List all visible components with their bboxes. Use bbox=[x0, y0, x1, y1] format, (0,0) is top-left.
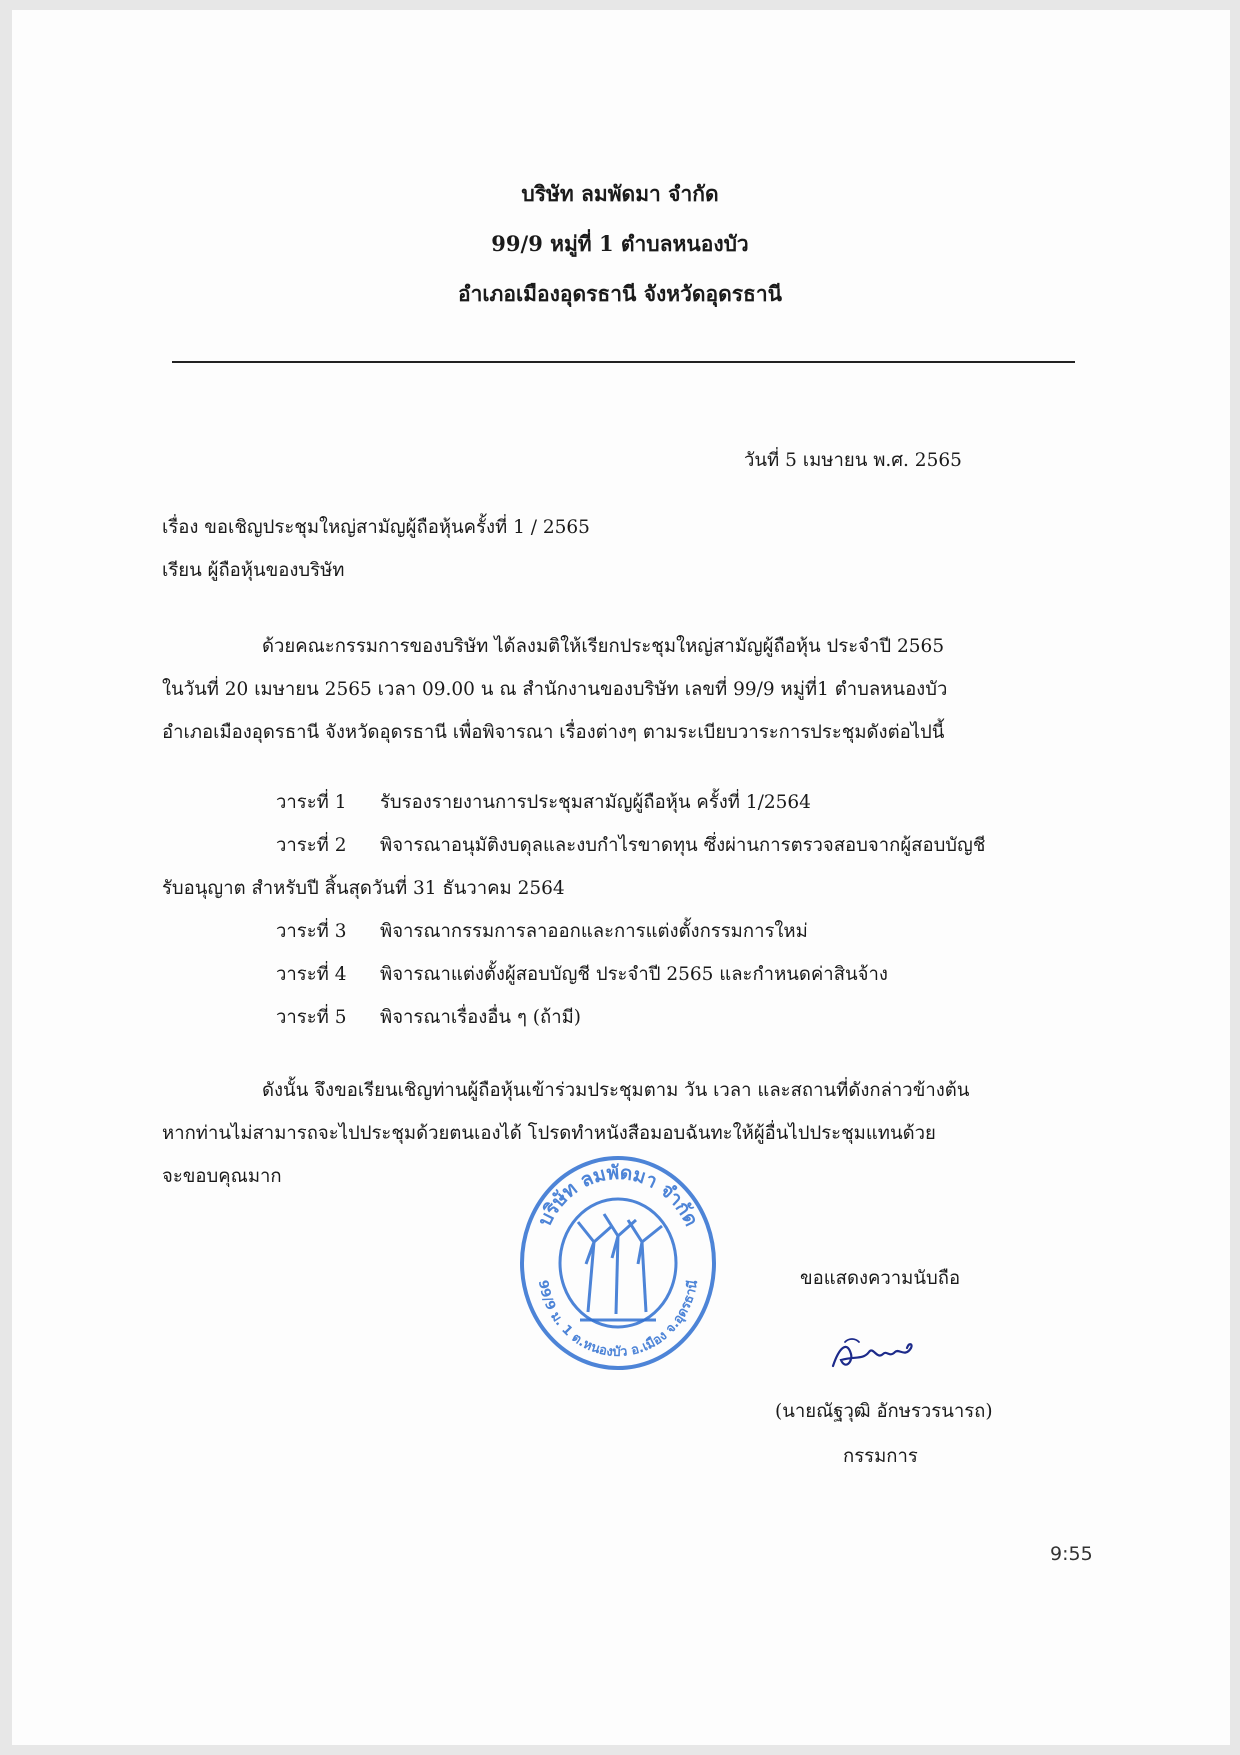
agenda-label-1: วาระที่ 1 bbox=[276, 792, 347, 813]
wind-turbine-icon bbox=[578, 1214, 662, 1320]
letter-date: วันที่ 5 เมษายน พ.ศ. 2565 bbox=[744, 450, 962, 471]
agenda-label-5: วาระที่ 5 bbox=[276, 1007, 347, 1028]
stamp-top-arc-text: บริษัท ลมพัดมา จำกัด bbox=[533, 1161, 703, 1230]
agenda-text-4: พิจารณาแต่งตั้งผู้สอบบัญชี ประจำปี 2565 และกำหนดค่าสินจ้าง bbox=[380, 964, 888, 985]
header-divider bbox=[172, 361, 1075, 363]
intro-line-3: อำเภอเมืองอุดรธานี จังหวัดอุดรธานี เพื่อพิจารณา เรื่องต่างๆ ตามระเบียบวาระการประชุมดังต่อไปนี้ bbox=[162, 722, 945, 743]
signatory-name: (นายณัฐวุฒิ อักษรวรนารถ) bbox=[775, 1401, 993, 1422]
agenda-text-2: พิจารณาอนุมัติงบดุลและงบกำไรขาดทุน ซึ่งผ่านการตรวจสอบจากผู้สอบบัญชี bbox=[380, 835, 986, 856]
closing-line-2: หากท่านไม่สามารถจะไปประชุมด้วยตนเองได้ โปรดทำหนังสือมอบฉันทะให้ผู้อื่นไปประชุมแทนด้วย bbox=[162, 1123, 936, 1144]
agenda-text-3: พิจารณากรรมการลาออกและการแต่งตั้งกรรมการใหม่ bbox=[380, 921, 808, 942]
agenda-label-3: วาระที่ 3 bbox=[276, 921, 347, 942]
page-marker: 9:55 bbox=[1050, 1543, 1093, 1565]
agenda-label-4: วาระที่ 4 bbox=[276, 964, 347, 985]
agenda-label-2: วาระที่ 2 bbox=[276, 835, 347, 856]
company-name: บริษัท ลมพัดมา จำกัด bbox=[521, 181, 719, 206]
signatory-position: กรรมการ bbox=[843, 1446, 918, 1467]
letter-recipient: เรียน ผู้ถือหุ้นของบริษัท bbox=[162, 560, 345, 581]
company-address-line-1: 99/9 หมู่ที่ 1 ตำบลหนองบัว bbox=[491, 231, 749, 256]
closing-line-1: ดังนั้น จึงขอเรียนเชิญท่านผู้ถือหุ้นเข้าร่วมประชุมตาม วัน เวลา และสถานที่ดังกล่าวข้างต้น bbox=[262, 1080, 970, 1101]
agenda-text-1: รับรองรายงานการประชุมสามัญผู้ถือหุ้น ครั้งที่ 1/2564 bbox=[380, 792, 811, 813]
agenda-text-5: พิจารณาเรื่องอื่น ๆ (ถ้ามี) bbox=[380, 1007, 581, 1028]
company-address-line-2: อำเภอเมืองอุดรธานี จังหวัดอุดรธานี bbox=[457, 281, 783, 306]
svg-text:บริษัท ลมพัดมา จำกัด bbox=[534, 1162, 703, 1230]
intro-line-1: ด้วยคณะกรรมการของบริษัท ได้ลงมติให้เรียกประชุมใหญ่สามัญผู้ถือหุ้น ประจำปี 2565 bbox=[262, 636, 945, 657]
valediction: ขอแสดงความนับถือ bbox=[800, 1268, 961, 1289]
company-stamp bbox=[516, 1152, 720, 1374]
handwritten-signature bbox=[825, 1330, 925, 1376]
stamp-bottom-arc-text: 99/9 ม. 1 ต.หนองบัว อ.เมือง จ.อุดรธานี bbox=[534, 1278, 702, 1361]
intro-line-2: ในวันที่ 20 เมษายน 2565 เวลา 09.00 น ณ สำนักงานของบริษัท เลขที่ 99/9 หมู่ที่1 ตำบลหนองบัว bbox=[162, 679, 948, 700]
agenda-text-2-continuation: รับอนุญาต สำหรับปี สิ้นสุดวันที่ 31 ธันวาคม 2564 bbox=[162, 878, 565, 899]
letter-subject: เรื่อง ขอเชิญประชุมใหญ่สามัญผู้ถือหุ้นครั้งที่ 1 / 2565 bbox=[162, 517, 590, 538]
closing-line-3: จะขอบคุณมาก bbox=[162, 1166, 282, 1187]
